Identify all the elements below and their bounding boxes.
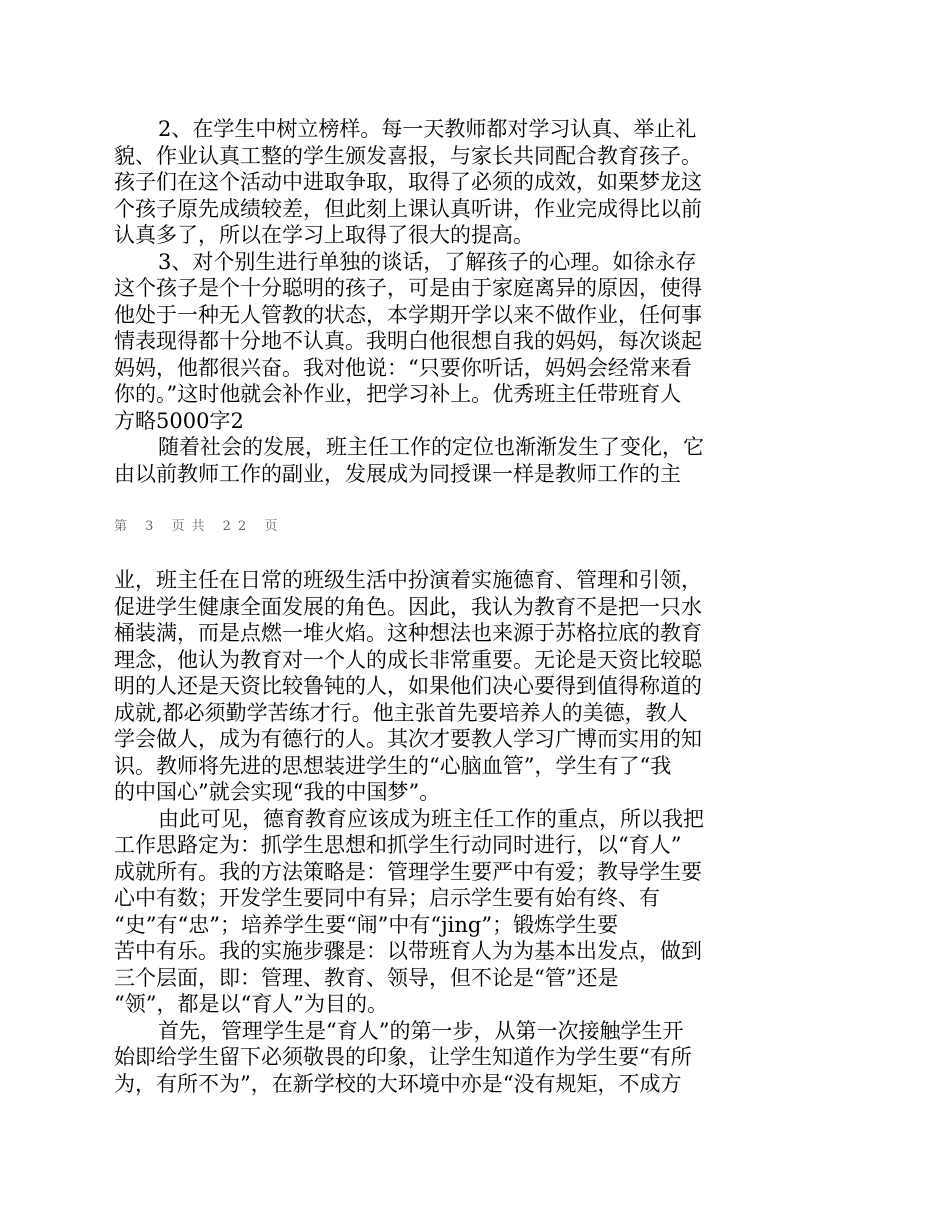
paragraph-line: 理念，他认为教育对一个人的成长非常重要。无论是天资比较聪 — [114, 647, 702, 672]
paragraph-line: 始即给学生留下必须敬畏的印象，让学生知道作为学生要“有所 — [114, 1045, 692, 1069]
paragraph-line: 业，班主任在日常的班级生活中扮演着实施德育、管理和引领， — [114, 568, 702, 592]
paragraph-line: 妈妈，他都很兴奋。我对他说：“只要你听话，妈妈会经常来看 — [114, 355, 692, 380]
paragraph-line: 情表现得都十分地不认真。我明白他很想自我的妈妈，每次谈起 — [114, 329, 702, 353]
paragraph-line: 为，有所不为”，在新学校的大环境中亦是“没有规矩，不成方 — [114, 1071, 682, 1096]
paragraph-line: 方略5000字2 — [114, 408, 244, 433]
paragraph-line: “领”，都是以“育人”为目的。 — [114, 992, 388, 1016]
paragraph-line: 孩子们在这个活动中进取争取，取得了必须的成效，如栗梦龙这 — [114, 170, 702, 194]
paragraph-line: 学会做人，成为有德行的人。其次才要教人学习广博而实用的知 — [114, 727, 702, 751]
page-lower-text — [114, 567, 764, 1097]
paragraph-line: 苦中有乐。我的实施步骤是：以带班育人为为基本出发点，做到 — [114, 939, 702, 963]
paragraph-line: 认真多了，所以在学习上取得了很大的提高。 — [114, 223, 534, 247]
paragraph-line: 由此可见，德育教育应该成为班主任工作的重点，所以我把 — [158, 806, 704, 831]
paragraph-line: 他处于一种无人管教的状态，本学期开学以来不做作业，任何事 — [114, 302, 702, 327]
paragraph-line: 心中有数；开发学生要同中有异；启示学生要有始有终、有 — [114, 886, 660, 910]
paragraph-line: 识。教师将先进的思想装进学生的“心脑血管”，学生有了“我 — [114, 753, 672, 778]
paragraph-line: 促进学生健康全面发展的角色。因此，我认为教育不是把一只水 — [114, 594, 702, 619]
page-number-footer: 第 3 页共 22 页 — [114, 519, 285, 534]
paragraph-line: 工作思路定为：抓学生思想和抓学生行动同时进行，以“育人” — [114, 833, 682, 857]
paragraph-line: 桶装满，而是点燃一堆火焰。这种想法也来源于苏格拉底的教育 — [114, 621, 702, 645]
page-upper-text — [114, 116, 764, 487]
paragraph-line: 成就所有。我的方法策略是：管理学生要严中有爱；教导学生要 — [114, 859, 702, 884]
paragraph-line: 2、在学生中树立榜样。每一天教师都对学习认真、举止礼 — [158, 117, 697, 141]
paragraph-line: 首先，管理学生是“育人”的第一步，从第一次接触学生开 — [158, 1018, 684, 1043]
paragraph-line: 三个层面，即：管理、教育、领导，但不论是“管”还是 — [114, 965, 619, 990]
paragraph-line: 貌、作业认真工整的学生颁发喜报，与家长共同配合教育孩子。 — [114, 143, 702, 168]
paragraph-line: 由以前教师工作的副业，发展成为同授课一样是教师工作的主 — [114, 461, 681, 486]
paragraph-line: 明的人还是天资比较鲁钝的人，如果他们决心要得到值得称道的 — [114, 674, 702, 698]
paragraph-line: 你的。”这时他就会补作业，把学习补上。优秀班主任带班育人 — [114, 382, 682, 406]
paragraph-line: 成就,都必须勤学苦练才行。他主张首先要培养人的美德，教人 — [114, 700, 688, 725]
paragraph-line: 这个孩子是个十分聪明的孩子，可是由于家庭离异的原因，使得 — [114, 276, 702, 300]
paragraph-line: 的中国心”就会实现“我的中国梦”。 — [114, 780, 441, 804]
paragraph-line: 随着社会的发展，班主任工作的定位也渐渐发生了变化，它 — [158, 435, 704, 459]
paragraph-line: “史”有“忠”；培养学生要“闹”中有“jing”；锻炼学生要 — [114, 912, 619, 937]
paragraph-line: 个孩子原先成绩较差，但此刻上课认真听讲，作业完成得比以前 — [114, 196, 702, 221]
paragraph-line: 3、对个别生进行单独的谈话，了解孩子的心理。如徐永存 — [158, 249, 697, 274]
